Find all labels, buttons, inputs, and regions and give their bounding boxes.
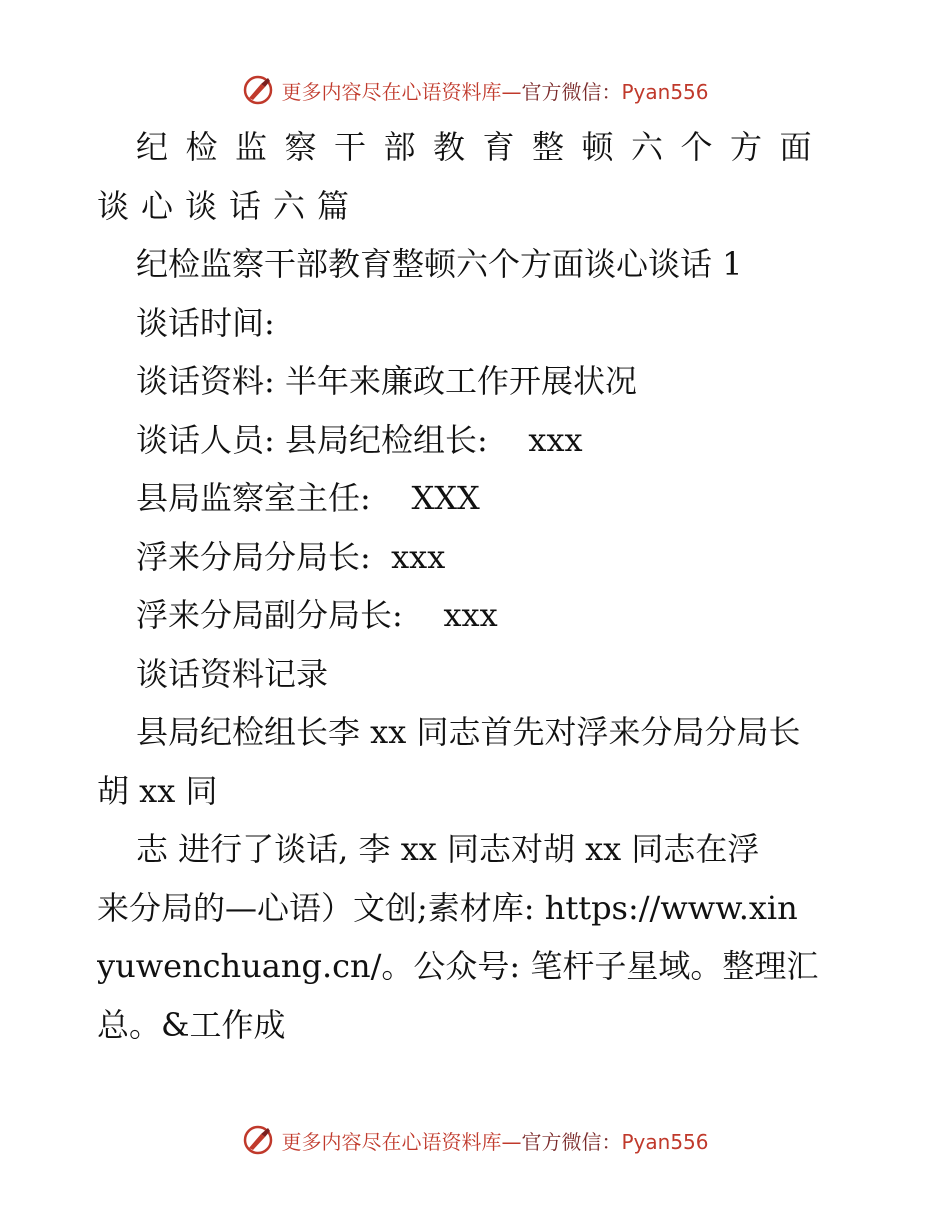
doc-paragraph-line: yuwenchuang.cn/。公众号: 笔杆子星域。整理汇 bbox=[97, 947, 819, 985]
footer-banner bbox=[0, 1118, 950, 1162]
doc-line-participants: 谈话人员: 县局纪检组长: xxx bbox=[136, 420, 583, 459]
header-banner bbox=[0, 68, 950, 112]
doc-line-participant-4: 浮来分局副分局长: xxx bbox=[136, 596, 498, 634]
doc-paragraph-line: 总。&工作成 bbox=[97, 1005, 286, 1044]
doc-line-participant-3: 浮来分局分局长: xxx bbox=[136, 537, 446, 576]
doc-line-record-heading: 谈话资料记录 bbox=[136, 654, 329, 693]
document-body bbox=[97, 118, 857, 1054]
doc-heading: 纪检监察干部教育整顿六个方面谈心谈话 1 bbox=[136, 245, 743, 283]
doc-paragraph-line: 胡 xx 同 bbox=[97, 771, 218, 810]
doc-paragraph-line: 县局纪检组长李 xx 同志首先对浮来分局分局长 bbox=[136, 713, 801, 751]
doc-line-topic: 谈话资料: 半年来廉政工作开展状况 bbox=[136, 362, 637, 400]
doc-line-participant-2: 县局监察室主任: XXX bbox=[136, 479, 480, 517]
doc-paragraph-line: 志 进行了谈话, 李 xx 同志对胡 xx 同志在浮 bbox=[136, 830, 760, 868]
doc-title-line-2: 谈心谈话六篇 bbox=[97, 186, 362, 225]
banner-text: 更多内容尽在心语资料库—官方微信：Pyan556 bbox=[281, 1129, 709, 1154]
doc-line-time: 谈话时间: bbox=[136, 303, 275, 342]
doc-paragraph-line: 来分局的—心语）文创;素材库: https://www.xin bbox=[97, 888, 798, 927]
banner-text: 更多内容尽在心语资料库—官方微信：Pyan556 bbox=[281, 79, 709, 104]
pen-logo-icon bbox=[241, 73, 275, 107]
doc-title-line-1: 纪检监察干部教育整顿六个方面 bbox=[136, 128, 830, 166]
pen-logo-icon bbox=[241, 1123, 275, 1157]
